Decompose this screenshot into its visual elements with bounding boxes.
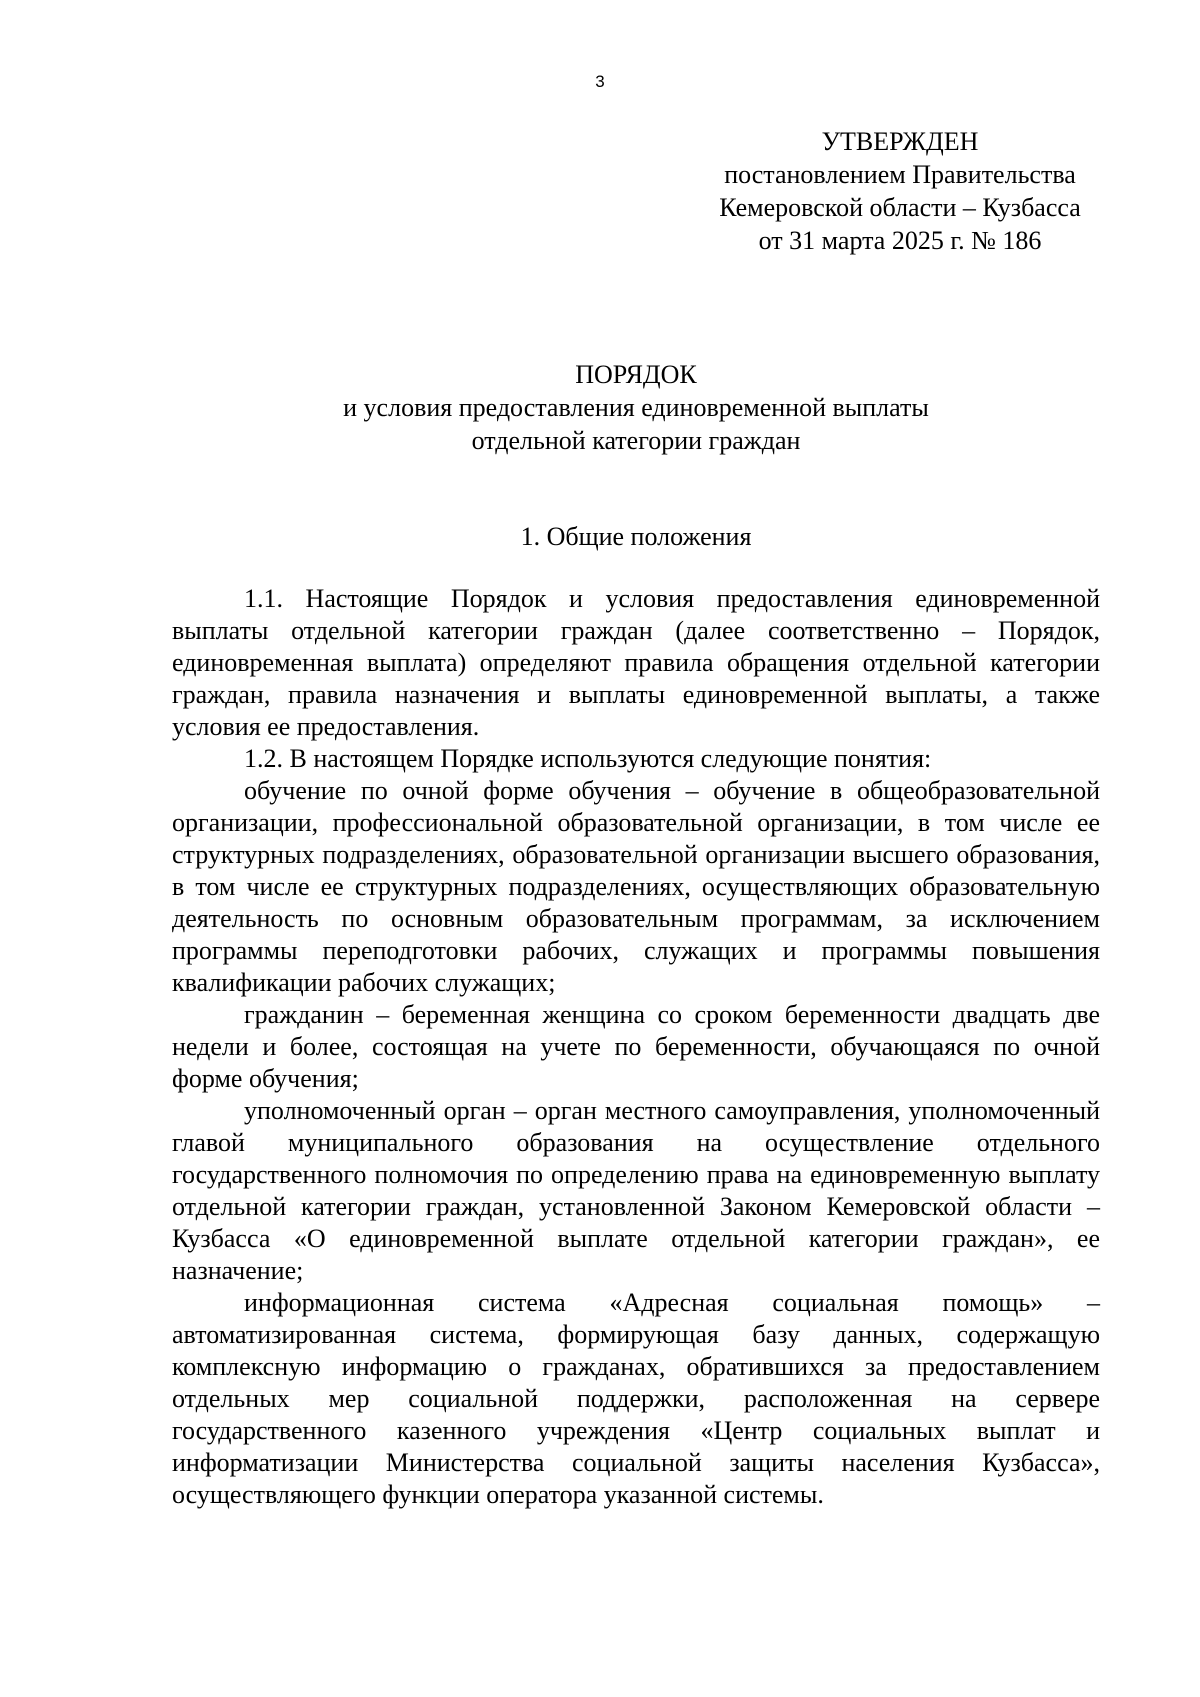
definition-authorized-body: уполномоченный орган – орган местного самоуправления, уполномоченный главой муниципального образования на осуществление отдельного государственного полномочия по определению права на единовременную выплату отдельной категории граждан, установленной Законом Кемеровской области – Кузбасса «О единовременной выплате отдельной категории граждан», ее назначение; [172,1096,1100,1285]
approval-line-region: Кемеровской области – Кузбасса [719,193,1081,222]
page-number: 3 [595,72,605,91]
document-title-subtitle-1: и условия предоставления единовременной выплаты [343,393,929,422]
document-title [172,358,1100,457]
approval-line-date: от 31 марта 2025 г. № 186 [758,226,1042,255]
body-text [172,583,1100,1511]
document-title-main: ПОРЯДОК [575,360,697,389]
paragraph-1-2: 1.2. В настоящем Порядке используются следующие понятия: [244,744,932,773]
approval-line-approved: УТВЕРЖДЕН [821,127,979,156]
approval-line-resolution: постановлением Правительства [724,160,1076,189]
definition-full-time-education: обучение по очной форме обучения – обучение в общеобразовательной организации, профессиональной образовательной организации, в том числе ее структурных подразделениях, образовательной организации высшего образования, в том числе ее структурных подразделениях, осуществляющих образовательную деятельность по основным образовательным программам, за исключением программы переподготовки рабочих, служащих и программы повышения квалификации рабочих служащих; [172,776,1100,997]
document-title-subtitle-2: отдельной категории граждан [471,426,801,455]
definition-information-system: информационная система «Адресная социальная помощь» – автоматизированная система, формирующая базу данных, содержащую комплексную информацию о гражданах, обратившихся за предоставлением отдельных мер социальной поддержки, расположенная на сервере государственного казенного учреждения «Центр социальных выплат и информатизации Министерства социальной защиты населения Кузбасса», осуществляющего функции оператора указанной системы. [172,1288,1100,1509]
definition-citizen: гражданин – беременная женщина со сроком беременности двадцать две недели и более, состоящая на учете по беременности, обучающаяся по очной форме обучения; [172,1000,1100,1093]
paragraph-1-1: 1.1. Настоящие Порядок и условия предоставления единовременной выплаты отдельной категории граждан (далее соответственно – Порядок, единовременная выплата) определяют правила обращения отдельной категории граждан, правила назначения и выплаты единовременной выплаты, а также условия ее предоставления. [172,584,1100,741]
section-heading: 1. Общие положения [520,522,752,551]
approval-stamp [690,125,1110,257]
